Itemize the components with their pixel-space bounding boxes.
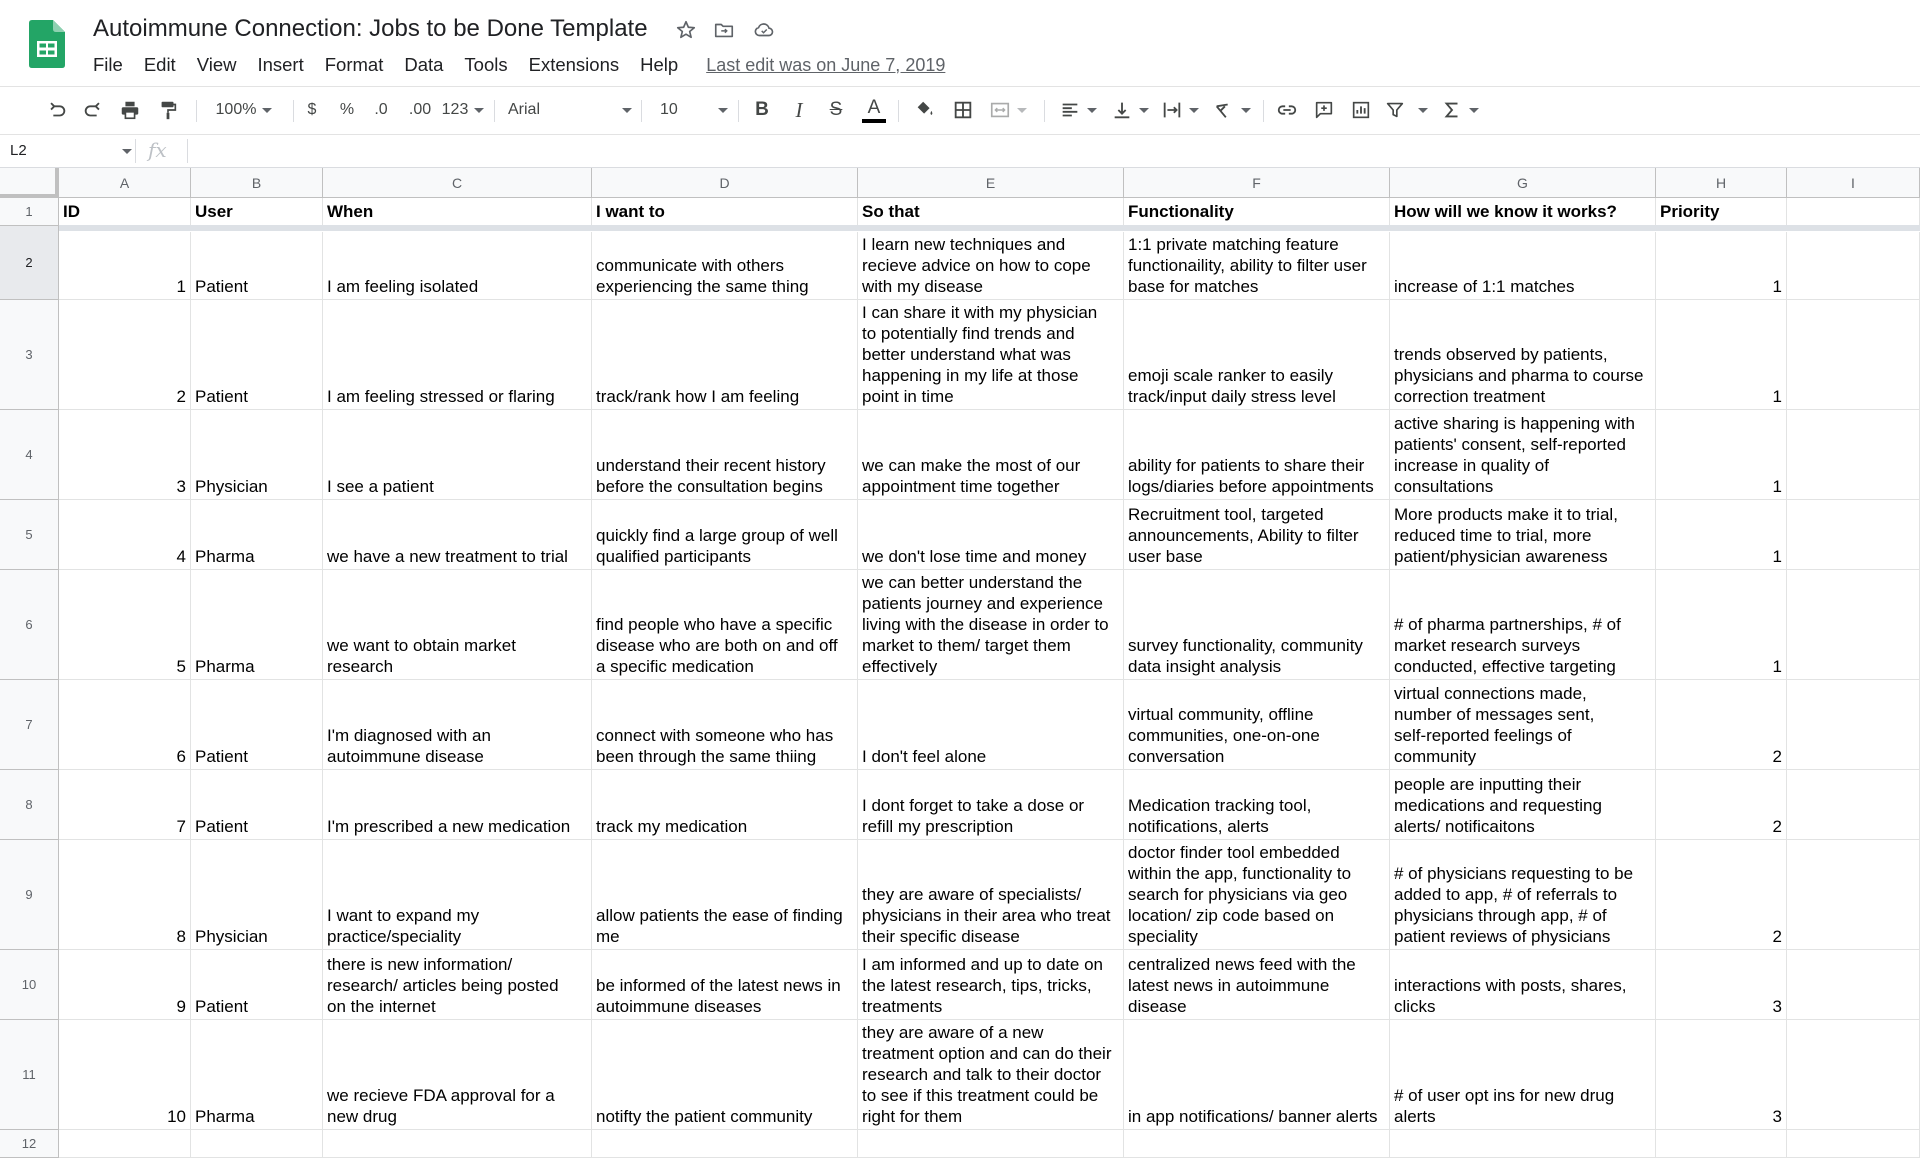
cell-empty[interactable] (1787, 770, 1920, 840)
cell-text: people are inputting their medications and requesting alerts/ notificaitons (1394, 775, 1602, 836)
currency-format-button[interactable] (300, 95, 324, 125)
cell-how-will-we-know[interactable] (1390, 950, 1656, 1020)
redo-icon[interactable] (78, 95, 108, 125)
cell-empty[interactable] (1787, 1020, 1920, 1130)
cell-text: we have a new treatment to trial (327, 547, 568, 566)
cell-priority[interactable] (1656, 1130, 1787, 1158)
column-header-b[interactable]: B (191, 168, 323, 198)
cell-so-that[interactable] (858, 410, 1124, 500)
cell-i-want-to[interactable] (592, 232, 858, 300)
cell-text: 6 (176, 747, 186, 766)
strikethrough-icon: S (829, 99, 843, 120)
header-cell-so-that[interactable] (858, 198, 1124, 226)
cell-text: 1 (1772, 277, 1782, 296)
insert-comment-icon[interactable] (1309, 95, 1339, 125)
cell-text: 8 (176, 927, 186, 946)
column-header-h[interactable]: H (1656, 168, 1787, 198)
cell-text: we can better understand the patients journey and experience living with the disease in order to market to them/ target them effectively (862, 573, 1109, 676)
vertical-align-icon[interactable] (1108, 95, 1152, 125)
cell-priority[interactable] (1656, 570, 1787, 680)
cell-id[interactable] (59, 232, 191, 300)
font-size-select[interactable] (660, 95, 728, 125)
menu-tools[interactable]: Tools (464, 54, 508, 75)
cell-user[interactable] (191, 232, 323, 300)
cell-id[interactable] (59, 300, 191, 410)
cell-text: increase of 1:1 matches (1394, 277, 1575, 296)
cell-i-want-to[interactable] (592, 840, 858, 950)
cell-text: 2 (1772, 927, 1782, 946)
row-header-9[interactable]: 9 (0, 840, 59, 950)
cell-so-that[interactable] (858, 840, 1124, 950)
cell-user[interactable] (191, 680, 323, 770)
cell-text: understand their recent history before the consultation begins (596, 456, 826, 496)
cell-text: I want to expand my practice/speciality (327, 906, 480, 946)
cell-text: ID (63, 202, 80, 221)
text-color-button[interactable] (859, 95, 889, 125)
cell-so-that[interactable] (858, 300, 1124, 410)
cell-i-want-to[interactable] (592, 410, 858, 500)
last-edit-link[interactable]: Last edit was on June 7, 2019 (706, 54, 946, 75)
cell-text: I see a patient (327, 477, 434, 496)
cell-i-want-to[interactable] (592, 680, 858, 770)
chevron-down-icon[interactable] (122, 149, 132, 154)
cell-text: I dont forget to take a dose or refill my prescription (862, 796, 1085, 836)
cell-text: Pharma (195, 1107, 255, 1126)
cell-priority[interactable] (1656, 680, 1787, 770)
more-formats-label: 123 (441, 101, 469, 118)
title-bar (0, 0, 1920, 86)
cell-functionality[interactable] (1124, 232, 1390, 300)
strikethrough-button[interactable] (822, 95, 850, 125)
cell-empty[interactable] (1787, 232, 1920, 300)
row-header-6[interactable]: 6 (0, 570, 59, 680)
insert-link-icon[interactable] (1272, 95, 1302, 125)
toolbar (0, 86, 1920, 135)
google-sheets-logo-icon[interactable] (29, 20, 65, 68)
decrease-decimal-label: .0 (374, 101, 388, 118)
cell-text: we recieve FDA approval for a new drug (327, 1086, 555, 1126)
cell-functionality[interactable] (1124, 1130, 1390, 1158)
cell-id[interactable] (59, 840, 191, 950)
cell-functionality[interactable] (1124, 840, 1390, 950)
bold-icon: B (755, 99, 769, 120)
column-header-d[interactable]: D (592, 168, 858, 198)
spreadsheet-grid (0, 168, 1920, 1158)
cell-text: virtual community, offline communities, one-on-one conversation (1128, 705, 1320, 766)
cell-empty[interactable] (1787, 198, 1920, 226)
cell-text: Recruitment tool, targeted announcements, Ability to filter user base (1128, 505, 1359, 566)
column-header-a[interactable]: A (59, 168, 191, 198)
header-cell-user[interactable] (191, 198, 323, 226)
cell-text: they are aware of a new treatment option and can do their research and talk to their doctor to see if this treatment could be right for them (862, 1023, 1112, 1126)
menu-edit[interactable]: Edit (143, 54, 176, 75)
header-cell-priority[interactable] (1656, 198, 1787, 226)
cell-so-that[interactable] (858, 680, 1124, 770)
text-color-icon: A (867, 96, 881, 118)
cell-text: I am informed and up to date on the latest research, tips, tricks, treatments (862, 955, 1103, 1016)
cell-i-want-to[interactable] (592, 1130, 858, 1158)
cell-priority[interactable] (1656, 840, 1787, 950)
cell-when[interactable] (323, 680, 592, 770)
cell-functionality[interactable] (1124, 300, 1390, 410)
cell-id[interactable] (59, 680, 191, 770)
cell-text: connect with someone who has been through the same thiing (596, 726, 834, 766)
cell-text: active sharing is happening with patients' consent, self-reported increase in quality of consultations (1394, 414, 1635, 496)
fill-color-icon[interactable] (910, 95, 940, 125)
cell-text: we don't lose time and money (862, 547, 1087, 566)
cell-text: # of user opt ins for new drug alerts (1394, 1086, 1615, 1126)
cell-functionality[interactable] (1124, 680, 1390, 770)
cell-how-will-we-know[interactable] (1390, 770, 1656, 840)
cell-when[interactable] (323, 1130, 592, 1158)
cell-text: I learn new techniques and recieve advice on how to cope with my disease (862, 235, 1091, 296)
cell-how-will-we-know[interactable] (1390, 680, 1656, 770)
merge-cells-icon[interactable] (985, 95, 1031, 125)
cell-so-that[interactable] (858, 1130, 1124, 1158)
cell-user[interactable] (191, 500, 323, 570)
cell-text: trends observed by patients, physicians and pharma to course correction treatment (1394, 345, 1644, 406)
cell-how-will-we-know[interactable] (1390, 410, 1656, 500)
cell-text: survey functionality, community data insight analysis (1128, 636, 1363, 676)
cell-when[interactable] (323, 950, 592, 1020)
cell-text: I am feeling stressed or flaring (327, 387, 555, 406)
cell-priority[interactable] (1656, 500, 1787, 570)
cell-priority[interactable] (1656, 300, 1787, 410)
cell-how-will-we-know[interactable] (1390, 500, 1656, 570)
cell-id[interactable] (59, 770, 191, 840)
cell-user[interactable] (191, 950, 323, 1020)
row-header-11[interactable]: 11 (0, 1020, 59, 1130)
header-cell-how-will-we-know[interactable] (1390, 198, 1656, 226)
cell-text: 7 (176, 817, 186, 836)
row-header-1[interactable]: 1 (0, 198, 59, 226)
cell-text: 2 (176, 387, 186, 406)
cell-text: 1:1 private matching feature functionaility, ability to filter user base for matches (1128, 235, 1367, 296)
cell-text: quickly find a large group of well qualified participants (596, 526, 838, 566)
cell-empty[interactable] (1787, 410, 1920, 500)
move-to-folder-icon[interactable] (710, 16, 738, 44)
cell-text: centralized news feed with the latest news in autoimmune disease (1128, 955, 1356, 1016)
menu-file[interactable]: File (93, 54, 123, 75)
cell-how-will-we-know[interactable] (1390, 570, 1656, 680)
font-select[interactable] (508, 95, 632, 125)
column-headers (0, 168, 1920, 198)
cell-text: track/rank how I am feeling (596, 387, 800, 406)
header-cell-when[interactable] (323, 198, 592, 226)
cell-text: Medication tracking tool, notifications, alerts (1128, 796, 1312, 836)
menu-view[interactable]: View (196, 54, 237, 75)
cell-text: track my medication (596, 817, 748, 836)
cell-user[interactable] (191, 1020, 323, 1130)
cell-text: 3 (176, 477, 186, 496)
cloud-saved-icon[interactable] (750, 16, 778, 44)
cell-text: emoji scale ranker to easily track/input daily stress level (1128, 366, 1336, 406)
cell-text: ability for patients to share their logs/diaries before appointments (1128, 456, 1374, 496)
cell-text: 1 (1772, 387, 1782, 406)
cell-priority[interactable] (1656, 770, 1787, 840)
cell-how-will-we-know[interactable] (1390, 232, 1656, 300)
column-header-e[interactable]: E (858, 168, 1124, 198)
cell-how-will-we-know[interactable] (1390, 1020, 1656, 1130)
italic-button[interactable] (785, 95, 813, 125)
cell-text: find people who have a specific disease who are both on and off a specific medication (596, 615, 838, 676)
cell-text: I am feeling isolated (327, 277, 479, 296)
cell-when[interactable] (323, 1020, 592, 1130)
cell-text: Functionality (1128, 202, 1234, 221)
cell-id[interactable] (59, 1130, 191, 1158)
cell-so-that[interactable] (858, 570, 1124, 680)
filter-icon[interactable] (1383, 95, 1429, 125)
cell-user[interactable] (191, 300, 323, 410)
row-header-10[interactable]: 10 (0, 950, 59, 1020)
cell-id[interactable] (59, 950, 191, 1020)
cell-functionality[interactable] (1124, 770, 1390, 840)
cell-how-will-we-know[interactable] (1390, 840, 1656, 950)
cell-text: interactions with posts, shares, clicks (1394, 976, 1627, 1016)
row-header-7[interactable]: 7 (0, 680, 59, 770)
cell-i-want-to[interactable] (592, 950, 858, 1020)
row-header-2[interactable]: 2 (0, 226, 59, 300)
cell-text: 1 (176, 277, 186, 296)
cell-user[interactable] (191, 570, 323, 680)
cell-empty[interactable] (1787, 1130, 1920, 1158)
cell-text: 10 (167, 1107, 186, 1126)
cell-functionality[interactable] (1124, 1020, 1390, 1130)
cell-text: 1 (1772, 657, 1782, 676)
cell-priority[interactable] (1656, 232, 1787, 300)
cell-how-will-we-know[interactable] (1390, 300, 1656, 410)
undo-icon[interactable] (42, 95, 72, 125)
cell-when[interactable] (323, 232, 592, 300)
cell-text: in app notifications/ banner alerts (1128, 1107, 1378, 1126)
insert-chart-icon[interactable] (1346, 95, 1376, 125)
cell-text: I don't feel alone (862, 747, 987, 766)
cell-text: 3 (1772, 997, 1782, 1016)
cell-when[interactable] (323, 840, 592, 950)
cell-text: I'm diagnosed with an autoimmune disease (327, 726, 491, 766)
bold-button[interactable] (748, 95, 776, 125)
cell-text: 2 (1772, 817, 1782, 836)
cell-empty[interactable] (1787, 500, 1920, 570)
header-cell-functionality[interactable] (1124, 198, 1390, 226)
cell-when[interactable] (323, 500, 592, 570)
cell-when[interactable] (323, 300, 592, 410)
cell-priority[interactable] (1656, 410, 1787, 500)
cell-text: we want to obtain market research (327, 636, 516, 676)
cell-empty[interactable] (1787, 300, 1920, 410)
row-header-4[interactable]: 4 (0, 410, 59, 500)
cell-text: I can share it with my physician to potentially find trends and better understand what was happening in my life at those point in time (862, 303, 1098, 406)
cell-text: 4 (176, 547, 186, 566)
cell-functionality[interactable] (1124, 500, 1390, 570)
column-header-g[interactable]: G (1390, 168, 1656, 198)
cell-so-that[interactable] (858, 1020, 1124, 1130)
menu-extensions[interactable]: Extensions (528, 54, 620, 75)
increase-decimal-label: .00 (408, 101, 432, 118)
text-rotation-icon[interactable] (1210, 95, 1254, 125)
cell-functionality[interactable] (1124, 410, 1390, 500)
cell-text: I want to (596, 202, 665, 221)
print-icon[interactable] (115, 95, 145, 125)
cell-text: doctor finder tool embedded within the app, functionality to search for physicians via geo location/ zip code based on speciality (1128, 843, 1352, 946)
percent-format-button[interactable] (335, 95, 359, 125)
column-header-f[interactable]: F (1124, 168, 1390, 198)
cell-text: notifty the patient community (596, 1107, 813, 1126)
percent-label: % (339, 101, 355, 118)
cell-priority[interactable] (1656, 950, 1787, 1020)
name-box[interactable]: L2 (10, 142, 27, 159)
cell-i-want-to[interactable] (592, 500, 858, 570)
cell-text: 1 (1772, 477, 1782, 496)
column-header-c[interactable]: C (323, 168, 592, 198)
cell-text: Patient (195, 747, 248, 766)
cell-text: virtual connections made, number of messages sent, self-reported feelings of community (1394, 684, 1595, 766)
cell-user[interactable] (191, 410, 323, 500)
cell-text: So that (862, 202, 920, 221)
font-value: Arial (508, 101, 541, 118)
cell-id[interactable] (59, 1020, 191, 1130)
cell-id[interactable] (59, 410, 191, 500)
row-header-3[interactable]: 3 (0, 300, 59, 410)
cell-priority[interactable] (1656, 1020, 1787, 1130)
cell-text: How will we know it works? (1394, 202, 1617, 221)
cell-text: 5 (176, 657, 186, 676)
cell-text: there is new information/ research/ articles being posted on the internet (327, 955, 559, 1016)
more-formats-button[interactable] (441, 95, 485, 125)
cell-when[interactable] (323, 410, 592, 500)
header-cell-i-want-to[interactable] (592, 198, 858, 226)
menu-format[interactable]: Format (324, 54, 384, 75)
cell-empty[interactable] (1787, 950, 1920, 1020)
cell-text: be informed of the latest news in autoimmune diseases (596, 976, 841, 1016)
cell-text: they are aware of specialists/ physicians in their area who treat their specific disease (862, 885, 1111, 946)
cell-text: Patient (195, 817, 248, 836)
cell-i-want-to[interactable] (592, 300, 858, 410)
cell-text: allow patients the ease of finding me (596, 906, 843, 946)
cell-so-that[interactable] (858, 770, 1124, 840)
cell-i-want-to[interactable] (592, 770, 858, 840)
cell-when[interactable] (323, 770, 592, 840)
cell-text: # of physicians requesting to be added to app, # of referrals to physicians through app, # of patient reviews of physicians (1394, 864, 1634, 946)
cell-empty[interactable] (1787, 680, 1920, 770)
frozen-row-divider[interactable] (59, 225, 1920, 231)
cell-text: I'm prescribed a new medication (327, 817, 571, 836)
functions-icon[interactable] (1440, 95, 1480, 125)
cell-text: 3 (1772, 1107, 1782, 1126)
cell-how-will-we-know[interactable] (1390, 1130, 1656, 1158)
function-icon: fx (148, 138, 167, 162)
cell-so-that[interactable] (858, 950, 1124, 1020)
menu-insert[interactable]: Insert (257, 54, 304, 75)
cell-text: Pharma (195, 657, 255, 676)
cell-text: 1 (1772, 547, 1782, 566)
row-header-12[interactable]: 12 (0, 1130, 59, 1158)
borders-icon[interactable] (948, 95, 978, 125)
cell-text: Patient (195, 997, 248, 1016)
cell-empty[interactable] (1787, 840, 1920, 950)
cell-so-that[interactable] (858, 232, 1124, 300)
paint-format-icon[interactable] (153, 95, 183, 125)
menu-data[interactable]: Data (404, 54, 444, 75)
cell-text: Patient (195, 277, 248, 296)
zoom-select[interactable] (208, 95, 280, 125)
column-header-i[interactable]: I (1787, 168, 1920, 198)
row-header-8[interactable]: 8 (0, 770, 59, 840)
cell-text: 2 (1772, 747, 1782, 766)
cell-text: we can make the most of our appointment time together (862, 456, 1081, 496)
cell-text: # of pharma partnerships, # of market research surveys conducted, effective targeting (1394, 615, 1621, 676)
menu-help[interactable]: Help (640, 54, 679, 75)
horizontal-align-icon[interactable] (1056, 95, 1100, 125)
cell-user[interactable] (191, 1130, 323, 1158)
cell-so-that[interactable] (858, 500, 1124, 570)
cell-text: User (195, 202, 233, 221)
zoom-value: 100% (215, 101, 257, 118)
cell-text: Physician (195, 477, 268, 496)
cell-id[interactable] (59, 570, 191, 680)
cell-text: 9 (176, 997, 186, 1016)
cell-i-want-to[interactable] (592, 570, 858, 680)
cell-i-want-to[interactable] (592, 1020, 858, 1130)
currency-label: $ (307, 101, 317, 118)
row-header-5[interactable]: 5 (0, 500, 59, 570)
increase-decimal-button[interactable] (403, 95, 437, 125)
cell-empty[interactable] (1787, 570, 1920, 680)
italic-icon: I (795, 97, 803, 122)
cell-functionality[interactable] (1124, 950, 1390, 1020)
star-icon[interactable] (672, 16, 700, 44)
cell-text: Physician (195, 927, 268, 946)
text-wrapping-icon[interactable] (1158, 95, 1202, 125)
decrease-decimal-button[interactable] (366, 95, 396, 125)
cell-user[interactable] (191, 770, 323, 840)
cell-text: Pharma (195, 547, 255, 566)
font-size-value: 10 (660, 101, 678, 118)
formula-bar (0, 135, 1920, 168)
cell-when[interactable] (323, 570, 592, 680)
cell-functionality[interactable] (1124, 570, 1390, 680)
cell-text: Priority (1660, 202, 1720, 221)
select-all-corner[interactable] (0, 168, 59, 198)
header-cell-id[interactable] (59, 198, 191, 226)
cell-text: Patient (195, 387, 248, 406)
menu-bar (93, 52, 945, 78)
cell-text: More products make it to trial, reduced time to trial, more patient/physician awareness (1394, 505, 1618, 566)
cell-user[interactable] (191, 840, 323, 950)
cell-id[interactable] (59, 500, 191, 570)
cell-text: When (327, 202, 374, 221)
cell-text: communicate with others experiencing the same thing (596, 256, 809, 296)
document-title[interactable]: Autoimmune Connection: Jobs to be Done Template (93, 15, 648, 42)
